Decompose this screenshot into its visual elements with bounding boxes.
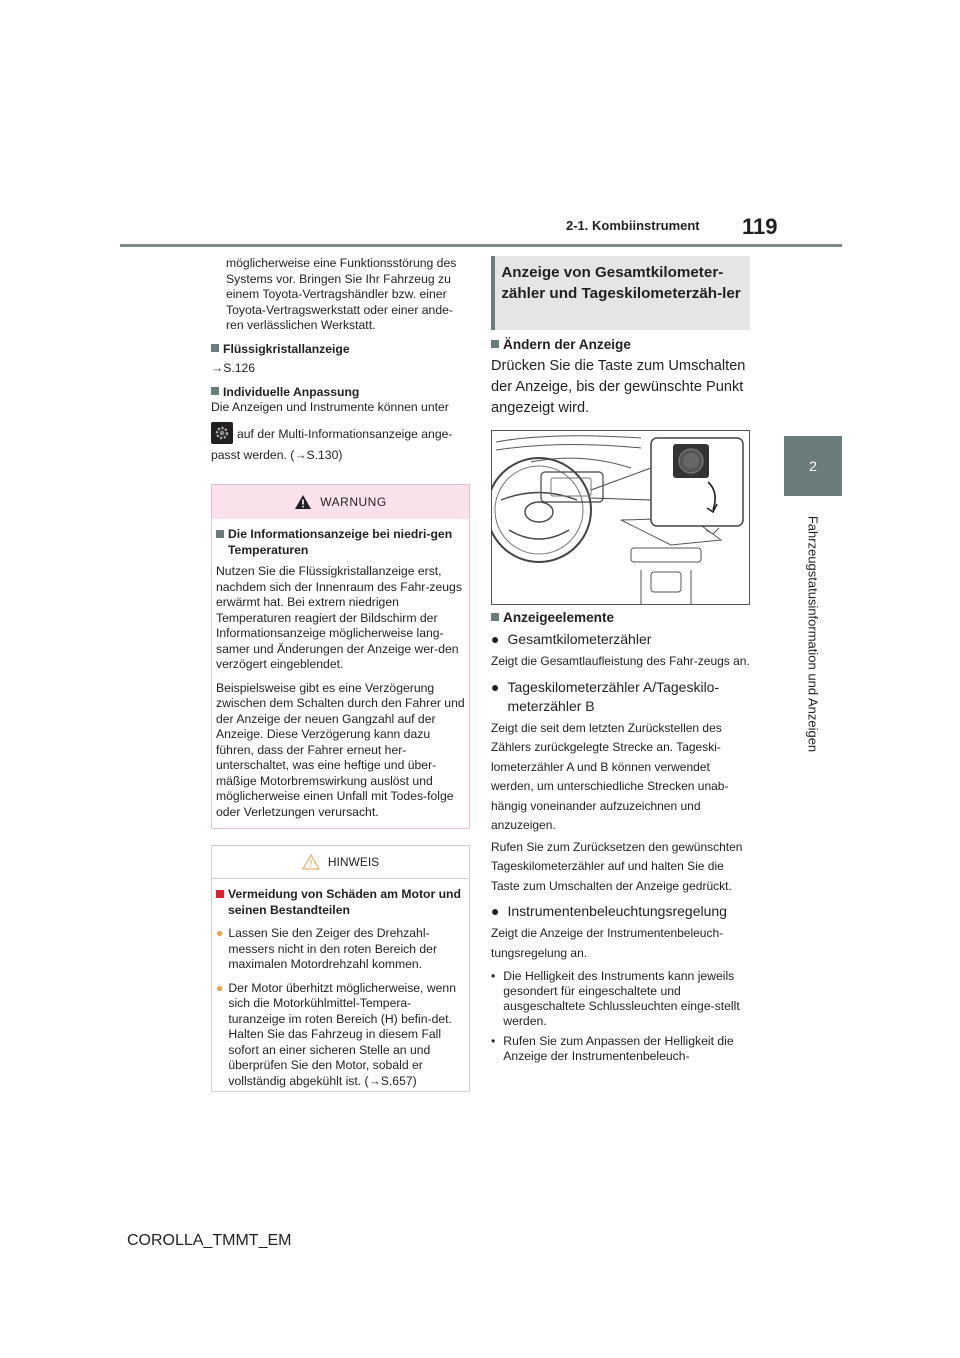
- gear-icon: [211, 422, 233, 444]
- chapter-label: Fahrzeugstatusinformation und Anzeigen: [805, 515, 821, 753]
- dashboard-illustration: [491, 430, 750, 605]
- elements-heading: Anzeigeelemente: [491, 610, 751, 625]
- warning-box: [211, 484, 470, 829]
- change-text: Drücken Sie die Taste zum Umschalten der Anzeige, bis der gewünschte Punkt angezeigt wird.: [491, 358, 746, 416]
- left-column: [211, 256, 467, 463]
- caution-triangle-icon: [302, 854, 320, 870]
- warning-heading: Die Informationsanzeige bei niedri-gen Temperaturen: [216, 527, 465, 558]
- bullet-3-title: ● Instrumentenbeleuchtungsregelung: [491, 903, 727, 919]
- chapter-tab: 2: [784, 436, 842, 496]
- section-heading-box: [491, 256, 750, 330]
- intro-text: möglicherweise eine Funktionsstörung des Systems vor. Bringen Sie Ihr Fahrzeug zu einem Toyota-Vertragshändler bzw. einer Toyota-Vertragswerkstatt oder einer ande-ren verlässlichen Werkstatt.: [226, 256, 457, 332]
- hint-title: HINWEIS: [327, 855, 380, 869]
- custom-text-2: auf der Multi-Informationsanzeige ange-: [211, 422, 467, 444]
- custom-heading: Individuelle Anpassung: [211, 385, 467, 401]
- bullet-1-text: Zeigt die Gesamtlaufleistung des Fahr-zeugs an.: [491, 654, 750, 668]
- page-number: 119: [742, 214, 778, 239]
- warning-p1: Nutzen Sie die Flüssigkristallanzeige erst, nachdem sich der Innenraum des Fahr-zeugs erwärmt hat. Bei extrem niedrigen Temperaturen reagiert der Bildschirm der Informationsanzeige möglicherweise lang-samer und Änderungen der Anzeige wer-den verzögert eingeblendet.: [216, 564, 462, 671]
- custom-text-3: passt werden. (→S.130): [211, 447, 343, 462]
- warning-header: [212, 485, 469, 519]
- change-heading: Ändern der Anzeige: [491, 337, 751, 352]
- hint-header: [212, 846, 469, 879]
- header-rule: [120, 244, 842, 247]
- hint-box: [211, 845, 470, 1092]
- bullet-2-title: ● Tageskilometerzähler A/Tageskilo-meterzähler B: [491, 678, 720, 714]
- bullet-2-text: Zeigt die seit dem letzten Zurückstellen des Zählers zurückgelegte Strecke an. Tageski-lometerzähler A und B können verwendet werden, um unterschiedliche Strecken unab-hängig voneinander aufzuzeichnen und anzuzeigen.: [491, 720, 729, 832]
- warning-triangle-icon: [294, 494, 312, 510]
- model-code: COROLLA_TMMT_EM: [127, 1232, 292, 1249]
- custom-text-1: Die Anzeigen und Instrumente können unter: [211, 400, 449, 414]
- hint-item-2: ● Der Motor überhitzt möglicherweise, wenn sich die Motorkühlmittel-Tempera-turanzeige im roten Bereich (H) befin-det. Halten Sie das Fahrzeug in diesem Fall sofort an einer sicheren Stelle an und überprüfen Sie den Motor, sobald er vollständig abgekühlt ist. (→S.657): [216, 980, 456, 1088]
- warning-title: WARNUNG: [320, 495, 387, 509]
- lcd-ref: →S.126: [211, 361, 256, 375]
- elements-section: [491, 610, 751, 1064]
- sub-item-1: • Die Helligkeit des Instruments kann jeweils gesondert für eingeschaltete und ausgeschaltete Schlussleuchten einge-stellt werden.: [491, 969, 740, 1028]
- sub-item-2: • Rufen Sie zum Anpassen der Helligkeit die Anzeige der Instrumentenbeleuch-: [491, 1034, 734, 1063]
- change-section: [491, 337, 751, 419]
- bullet-1-title: ● Gesamtkilometerzähler: [491, 631, 652, 647]
- warning-p2: Beispielsweise gibt es eine Verzögerung zwischen dem Schalten durch den Fahrer und der Anzeige der neuen Gangzahl auf der Anzeige. Diese Verzögerung kann dazu führen, dass der Fahrer erneut her-unterschaltet, was eine heftige und über-mäßige Motorbremswirkung auslöst und möglicherweise einen Unfall mit Todes-folge oder Verletzungen verursacht.: [216, 680, 465, 819]
- hint-heading: Vermeidung von Schäden am Motor und seinen Bestandteilen: [216, 887, 465, 918]
- lcd-heading: Flüssigkristallanzeige: [211, 342, 467, 358]
- hint-item-1: ● Lassen Sie den Zeiger des Drehzahl-messers nicht in den roten Bereich der maximalen Motordrehzahl kommen.: [216, 926, 438, 971]
- section-heading: Anzeige von Gesamtkilometer-zähler und Tageskilometerzäh-ler: [501, 264, 741, 302]
- bullet-2-text-2: Rufen Sie zum Zurücksetzen den gewünschten Tageskilometerzähler auf und halten Sie die Taste zum Umschalten der Anzeige gedrückt.: [491, 839, 743, 893]
- bullet-3-text: Zeigt die Anzeige der Instrumentenbeleuch-tungsregelung an.: [491, 926, 724, 960]
- section-title: 2-1. Kombiinstrument: [566, 218, 700, 233]
